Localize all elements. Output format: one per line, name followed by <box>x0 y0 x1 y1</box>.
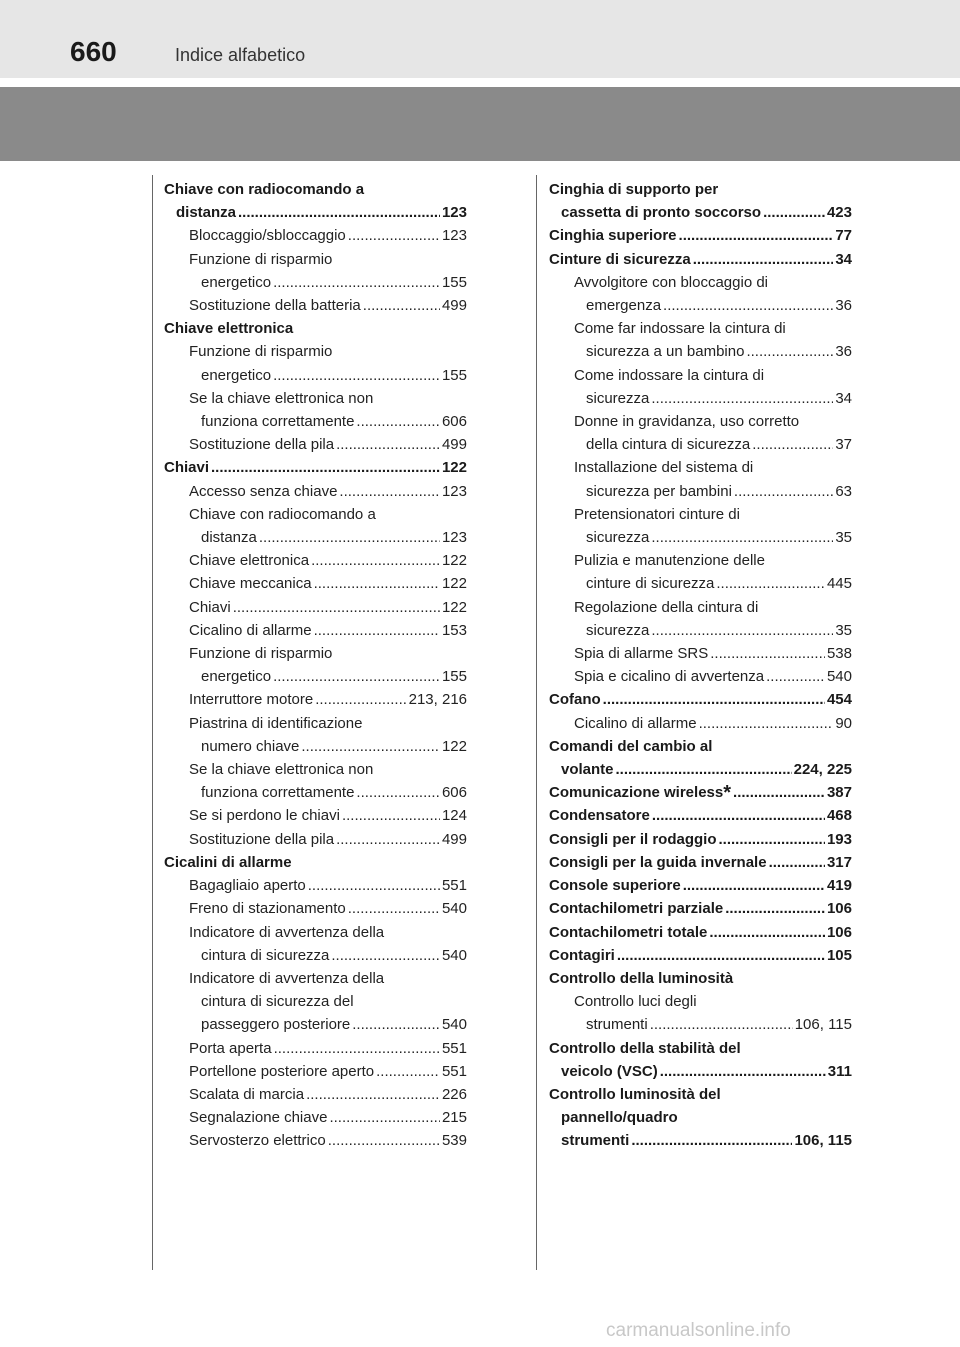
index-entry-term: Contagiri <box>549 946 615 964</box>
dot-leader <box>273 665 440 688</box>
index-entry-page: 224, 225 <box>793 761 852 779</box>
dot-leader <box>746 340 833 363</box>
index-entry <box>164 248 467 271</box>
index-entry <box>164 665 467 688</box>
index-entry-page: 499 <box>441 297 467 315</box>
index-entry <box>549 387 852 410</box>
index-entry-page: 551 <box>441 877 467 895</box>
index-entry-page: 37 <box>835 436 852 454</box>
index-entry <box>164 1106 467 1129</box>
dot-leader <box>617 944 825 967</box>
dot-leader <box>308 874 440 897</box>
index-entry-page: 538 <box>826 645 852 663</box>
index-entry <box>549 317 852 340</box>
dot-leader <box>683 874 825 897</box>
index-entry-term: strumenti <box>561 1132 630 1150</box>
index-entry-term: sicurezza <box>586 389 650 407</box>
index-entry-term: sicurezza per bambini <box>586 482 732 500</box>
index-entry-page: 419 <box>826 877 852 895</box>
index-entry <box>164 1037 467 1060</box>
index-entry <box>549 340 852 363</box>
dot-leader <box>652 804 825 827</box>
index-entry-page: 106 <box>826 923 852 941</box>
index-entry <box>549 874 852 897</box>
index-entry-term: pannello/quadro <box>561 1109 678 1127</box>
index-entry-page: 226 <box>441 1085 467 1103</box>
index-entry-term: Comandi del cambio al <box>549 737 713 755</box>
index-entry-page: 123 <box>441 482 467 500</box>
index-entry-term: Freno di stazionamento <box>189 900 346 918</box>
dot-leader <box>679 224 834 247</box>
index-entry <box>164 456 467 479</box>
index-entry-term: Chiave meccanica <box>189 575 312 593</box>
index-entry-term: energetico <box>201 668 272 686</box>
index-entry-page: 540 <box>826 668 852 686</box>
index-entry-term: Chiave con radiocomando a <box>164 181 365 198</box>
index-entry <box>549 271 852 294</box>
index-entry-page: 36 <box>835 343 852 361</box>
index-entry-term: funziona correttamente <box>201 413 355 431</box>
index-entry <box>164 572 467 595</box>
index-entry <box>549 642 852 665</box>
index-entry-term: Chiavi <box>164 459 210 477</box>
index-entry-page: 551 <box>441 1062 467 1080</box>
index-entry-term: Avvolgitore con bloccaggio di <box>574 273 769 291</box>
index-entry-term: Consigli per il rodaggio <box>549 830 717 848</box>
index-entry-page: 77 <box>835 227 852 245</box>
index-entry-term: Se la chiave elettronica non <box>189 761 374 779</box>
index-entry <box>164 735 467 758</box>
index-entry <box>549 897 852 920</box>
index-entry-page: 215 <box>441 1109 467 1127</box>
index-entry <box>164 549 467 572</box>
index-entry <box>164 1129 467 1152</box>
index-entry <box>549 1129 852 1152</box>
index-entry-term: cintura di sicurezza del <box>201 993 354 1011</box>
index-entry <box>164 317 467 340</box>
column-divider-left <box>152 175 153 1270</box>
index-entry <box>164 294 467 317</box>
index-entry <box>549 294 852 317</box>
index-entry <box>549 1106 852 1129</box>
index-entry <box>164 758 467 781</box>
dot-leader <box>339 480 440 503</box>
index-entry <box>549 596 852 619</box>
index-entry-page: 123 <box>441 529 467 547</box>
index-entry-term: Come indossare la cintura di <box>574 366 765 384</box>
index-entry-term: Porta aperta <box>189 1039 272 1057</box>
index-entry-page: 387 <box>826 784 852 802</box>
index-entry <box>549 456 852 479</box>
dot-leader <box>734 480 833 503</box>
dot-leader <box>259 526 440 549</box>
index-entry-page: 90 <box>835 714 852 732</box>
index-entry-page: 34 <box>835 389 852 407</box>
index-entry <box>549 944 852 967</box>
index-entry <box>164 944 467 967</box>
index-entry-page: 35 <box>835 529 852 547</box>
index-entry-term: sicurezza a un bambino <box>586 343 745 361</box>
column-divider-middle <box>536 175 537 1270</box>
dot-leader <box>733 781 825 804</box>
index-entry-term: Regolazione della cintura di <box>574 598 759 616</box>
index-entry-term: Sostituzione della pila <box>189 436 335 454</box>
index-entry-term: Segnalazione chiave <box>189 1109 328 1127</box>
index-entry <box>549 1013 852 1036</box>
index-entry-term: strumenti <box>586 1016 648 1034</box>
index-entry-term: Se la chiave elettronica non <box>189 389 374 407</box>
dot-leader <box>699 712 834 735</box>
dot-leader <box>329 1106 440 1129</box>
index-entry <box>164 851 467 874</box>
index-entry <box>164 781 467 804</box>
index-entry <box>164 1060 467 1083</box>
dot-leader <box>328 1129 440 1152</box>
index-entry <box>164 874 467 897</box>
index-entry <box>164 921 467 944</box>
dot-leader <box>336 433 440 456</box>
dot-leader <box>725 897 825 920</box>
index-entry-term: cintura di sicurezza <box>201 946 330 964</box>
index-entry <box>549 549 852 572</box>
index-entry-page: 193 <box>826 830 852 848</box>
index-entry-term: Controllo luminosità del <box>549 1085 721 1103</box>
index-entry <box>549 248 852 271</box>
index-entry-term: Funzione di risparmio <box>189 645 333 663</box>
index-entry-term: Sostituzione della pila <box>189 830 335 848</box>
index-entry-page: 317 <box>826 853 852 871</box>
index-entry-term: Cicalini di allarme <box>164 853 292 871</box>
index-entry-term: energetico <box>201 273 272 291</box>
dot-leader <box>336 828 440 851</box>
dot-leader <box>311 549 440 572</box>
index-entry-term: Consigli per la guida invernale <box>549 853 767 871</box>
index-entry-term: Funzione di risparmio <box>189 250 333 268</box>
index-entry-term: Cinghia superiore <box>549 227 677 245</box>
index-entry-page: 540 <box>441 946 467 964</box>
index-entry-term: della cintura di sicurezza <box>586 436 751 454</box>
index-entry-page: 105 <box>826 946 852 964</box>
index-entry <box>549 433 852 456</box>
index-entry <box>549 178 852 201</box>
index-entry <box>549 665 852 688</box>
index-entry-term: Sostituzione della batteria <box>189 297 361 315</box>
dot-leader <box>314 572 440 595</box>
index-entry-term: Cinture di sicurezza <box>549 250 691 268</box>
index-entry-term: Cicalino di allarme <box>574 714 697 732</box>
index-entry <box>549 688 852 711</box>
index-entry <box>549 572 852 595</box>
index-entry <box>164 1013 467 1036</box>
index-column-right <box>549 178 852 1153</box>
index-entry <box>164 804 467 827</box>
page-header <box>0 0 960 78</box>
dot-leader <box>651 619 833 642</box>
index-entry-term: Contachilometri totale <box>549 923 708 941</box>
index-entry-term: Installazione del sistema di <box>574 459 754 477</box>
index-entry-term: Spia e cicalino di avvertenza <box>574 668 765 686</box>
index-entry-term: Chiave elettronica <box>189 552 310 570</box>
index-entry-term: Pulizia e manutenzione delle <box>574 552 765 570</box>
index-entry-term: cassetta di pronto soccorso <box>561 204 762 222</box>
index-entry-term: Interruttore motore <box>189 691 314 709</box>
dot-leader <box>766 665 825 688</box>
index-entry-page: 63 <box>835 482 852 500</box>
index-entry <box>549 410 852 433</box>
dot-leader <box>356 410 440 433</box>
index-entry-page: 540 <box>441 900 467 918</box>
section-title: Indice alfabetico <box>175 45 306 65</box>
index-entry <box>164 503 467 526</box>
dot-leader <box>315 688 406 711</box>
index-entry-page: 445 <box>826 575 852 593</box>
dot-leader <box>352 1013 440 1036</box>
index-entry-term: Controllo della luminosità <box>549 969 734 987</box>
index-entry-term: Portellone posteriore aperto <box>189 1062 375 1080</box>
index-entry <box>164 224 467 247</box>
dot-leader <box>660 1060 826 1083</box>
index-entry-page: 34 <box>835 250 852 268</box>
index-entry <box>164 712 467 735</box>
dot-leader <box>663 294 833 317</box>
dot-leader <box>693 248 834 271</box>
index-entry <box>549 201 852 224</box>
dot-leader <box>763 201 825 224</box>
index-entry <box>549 712 852 735</box>
dot-leader <box>331 944 440 967</box>
index-entry-term: emergenza <box>586 297 662 315</box>
index-entry-page: 106, 115 <box>794 1132 852 1150</box>
index-entry <box>164 990 467 1013</box>
index-entry-page: 124 <box>441 807 467 825</box>
dot-leader <box>719 828 825 851</box>
index-entry-page: 155 <box>441 273 467 291</box>
index-entry-page: 213, 216 <box>408 691 467 709</box>
index-entry-term: passeggero posteriore <box>201 1016 351 1034</box>
index-entry-term: volante <box>561 761 614 779</box>
dot-leader <box>314 619 440 642</box>
index-entry-term: Se si perdono le chiavi <box>189 807 340 825</box>
dot-leader <box>709 921 825 944</box>
index-entry-page: 35 <box>835 621 852 639</box>
dot-leader <box>273 271 440 294</box>
index-entry-term: energetico <box>201 366 272 384</box>
dot-leader <box>342 804 440 827</box>
index-entry <box>164 619 467 642</box>
index-entry <box>164 340 467 363</box>
index-entry-term: Pretensionatori cinture di <box>574 505 740 523</box>
dot-leader <box>273 364 440 387</box>
index-entry-page: 454 <box>826 691 852 709</box>
index-entry-term: Console superiore <box>549 877 681 895</box>
index-entry <box>164 201 467 224</box>
index-entry <box>164 178 467 201</box>
index-entry-term: Cicalino di allarme <box>189 621 312 639</box>
index-entry: Comunicazione wireless * ..... 387 <box>549 781 852 804</box>
index-entry-term: Spia di allarme SRS <box>574 645 709 663</box>
dot-leader <box>306 1083 440 1106</box>
dot-leader <box>274 1037 440 1060</box>
index-entry-term: Comunicazione wireless <box>549 784 724 802</box>
index-entry <box>549 967 852 990</box>
index-entry <box>164 526 467 549</box>
dot-leader <box>716 572 825 595</box>
index-entry-page: 122 <box>441 737 467 755</box>
index-entry <box>164 410 467 433</box>
index-entry-page: 122 <box>441 459 467 477</box>
index-entry-term: Indicatore di avvertenza della <box>189 969 385 987</box>
dot-leader <box>752 433 833 456</box>
index-entry-page: 423 <box>826 204 852 222</box>
dot-leader <box>650 1013 793 1036</box>
index-entry-page: 122 <box>441 552 467 570</box>
index-entry-term: Cofano <box>549 691 601 709</box>
dot-leader <box>710 642 825 665</box>
index-entry <box>164 433 467 456</box>
index-entry-term: Indicatore di avvertenza della <box>189 923 385 941</box>
index-entry <box>164 897 467 920</box>
index-entry-page: 106 <box>826 900 852 918</box>
dot-leader <box>603 688 825 711</box>
index-entry-page: 311 <box>827 1062 852 1080</box>
dot-leader <box>233 596 440 619</box>
page-number: 660 <box>70 36 117 67</box>
index-entry-page: 551 <box>441 1039 467 1057</box>
index-entry <box>549 1060 852 1083</box>
index-entry <box>164 271 467 294</box>
index-entry-term: Servosterzo elettrico <box>189 1132 326 1150</box>
index-entry <box>549 804 852 827</box>
index-entry <box>549 503 852 526</box>
dot-leader <box>616 758 792 781</box>
index-entry-term: Chiavi <box>189 598 231 616</box>
dot-leader <box>363 294 440 317</box>
index-entry-term: Bloccaggio/sbloccaggio <box>189 227 346 245</box>
dot-leader <box>651 526 833 549</box>
index-entry-page: 155 <box>441 668 467 686</box>
index-entry-page: 36 <box>835 297 852 315</box>
index-entry-term: Bagagliaio aperto <box>189 877 306 895</box>
index-entry-page: 468 <box>826 807 852 825</box>
index-entry <box>549 364 852 387</box>
index-entry-page: 123 <box>441 204 467 222</box>
index-entry-term: sicurezza <box>586 529 650 547</box>
index-entry-term: Controllo della stabilità del <box>549 1039 741 1057</box>
dot-leader <box>356 781 440 804</box>
index-entry-page: 499 <box>441 436 467 454</box>
dot-leader <box>376 1060 440 1083</box>
dot-leader <box>238 201 440 224</box>
index-entry <box>164 967 467 990</box>
index-entry-term: Chiave con radiocomando a <box>189 505 376 523</box>
index-entry-page: 123 <box>441 227 467 245</box>
index-entry <box>164 1083 467 1106</box>
index-entry <box>549 921 852 944</box>
watermark: carmanualsonline.info <box>606 1320 791 1341</box>
index-entry <box>549 758 852 781</box>
index-entry-term: distanza <box>176 204 237 222</box>
index-entry-page: 539 <box>441 1132 467 1150</box>
index-entry-term: distanza <box>201 529 257 547</box>
index-entry-term: Accesso senza chiave <box>189 482 338 500</box>
index-entry <box>164 480 467 503</box>
index-entry-term: numero chiave <box>201 737 300 755</box>
index-entry-page: 153 <box>441 621 467 639</box>
dot-leader <box>211 456 440 479</box>
index-entry-term: Cinghia di supporto per <box>549 181 719 198</box>
index-entry <box>549 619 852 642</box>
index-entry-term: funziona correttamente <box>201 784 355 802</box>
index-entry-page: 155 <box>441 366 467 384</box>
index-entry <box>549 990 852 1013</box>
index-entry-term: Scalata di marcia <box>189 1085 305 1103</box>
index-entry-term: Donne in gravidanza, uso corretto <box>574 413 800 431</box>
index-entry-term: Contachilometri parziale <box>549 900 724 918</box>
index-entry-term: sicurezza <box>586 621 650 639</box>
index-entry <box>549 828 852 851</box>
index-entry <box>164 364 467 387</box>
index-entry-term: Funzione di risparmio <box>189 343 333 361</box>
index-entry-term: Come far indossare la cintura di <box>574 320 786 338</box>
index-entry <box>549 224 852 247</box>
index-entry-page: 606 <box>441 413 467 431</box>
index-entry-term: cinture di sicurezza <box>586 575 715 593</box>
index-entry <box>164 688 467 711</box>
index-entry <box>549 851 852 874</box>
dot-leader <box>301 735 440 758</box>
index-entry <box>164 642 467 665</box>
index-entry-page: 122 <box>441 575 467 593</box>
index-entry <box>549 1037 852 1060</box>
header-band <box>0 87 960 161</box>
index-entry-page: 106, 115 <box>794 1016 852 1034</box>
index-entry-page: 122 <box>441 598 467 616</box>
dot-leader <box>348 897 440 920</box>
index-column-left <box>164 178 467 1153</box>
index-entry <box>549 1083 852 1106</box>
index-entry-term: Controllo luci degli <box>574 993 697 1011</box>
dot-leader <box>631 1129 792 1152</box>
index-entry-term: Condensatore <box>549 807 650 825</box>
index-entry <box>549 526 852 549</box>
dot-leader <box>769 851 825 874</box>
index-entry-page: 540 <box>441 1016 467 1034</box>
index-entry-page: 606 <box>441 784 467 802</box>
index-entry <box>164 596 467 619</box>
index-entry <box>164 828 467 851</box>
index-entry-page: 499 <box>441 830 467 848</box>
index-entry <box>549 480 852 503</box>
index-entry-term: veicolo (VSC) <box>561 1062 658 1080</box>
index-entry <box>164 387 467 410</box>
index-entry-term: Piastrina di identificazione <box>189 714 363 732</box>
dot-leader <box>348 224 440 247</box>
index-entry-term: Chiave elettronica <box>164 320 294 338</box>
index-entry <box>549 735 852 758</box>
dot-leader <box>651 387 833 410</box>
